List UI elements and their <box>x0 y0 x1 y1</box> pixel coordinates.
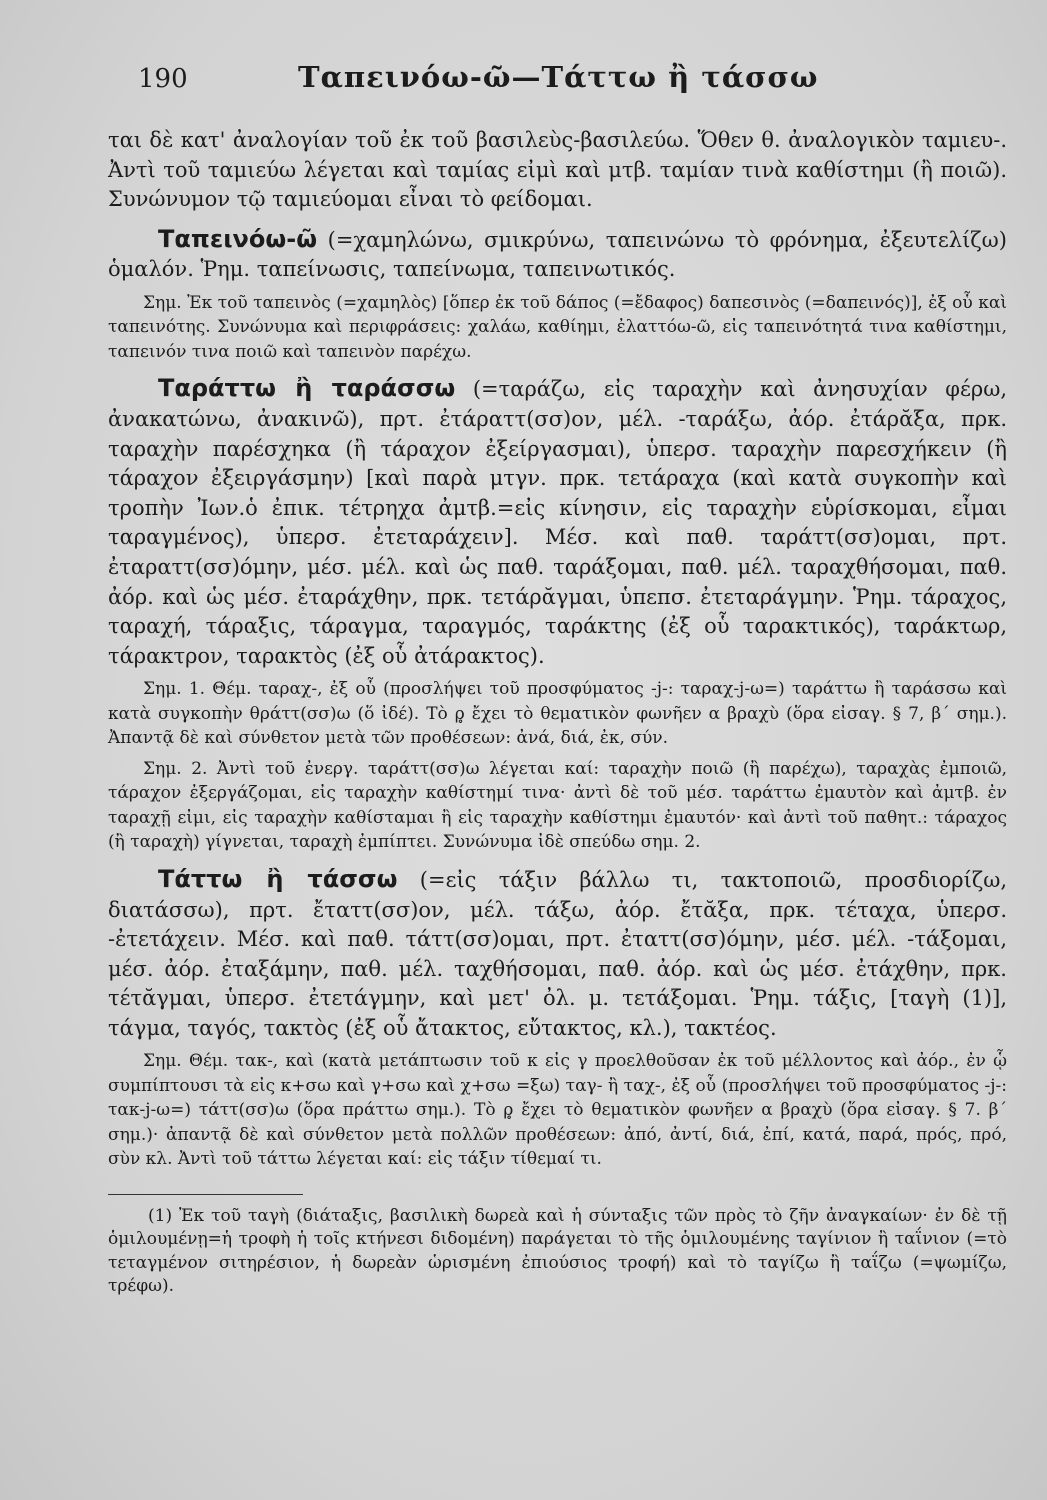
entry-definition: (=χαμηλώνω, σμικρύνω, ταπεινώνω τὸ φρόνημα, ἐξευτελίζω) ὁμαλόν. Ῥημ. ταπείνωσις, ταπείνωμα, ταπεινωτικός. <box>108 227 1007 282</box>
note-text: Ἐκ τοῦ ταπεινὸς (=χαμηλὸς) [ὅπερ ἐκ τοῦ δάπος (=ἔδαφος) δαπεσινὸς (=δαπεινός)], ἐξ οὗ καὶ ταπεινότης. Συνώνυμα καὶ περιφράσεις: χαλάω, καθίημι, ἐλαττόω-ῶ, εἰς ταπεινότητά τινα καθίστημι, ταπεινόν τινα ποιῶ καὶ ταπεινὸν παρέχω. <box>108 292 1007 362</box>
entry-taratto <box>108 374 1007 854</box>
note-label: Σημ. <box>143 758 182 779</box>
entry-paragraph <box>108 225 1007 285</box>
entry-note <box>108 757 1007 855</box>
footnote-divider <box>108 1194 303 1195</box>
entry-lemma: Ταπεινόω-ῶ <box>158 224 318 253</box>
note-text: 1. Θέμ. ταραχ-, ἐξ οὗ (προσλήψει τοῦ προσφύματος -j-: ταραχ-j-ω=) ταράττω ἢ ταράσσω καὶ κατὰ συγκοπὴν θράττ(σσ)ω (ὅ ἰδέ). Τὸ ρ̥ ἔχει τὸ θεματικὸν φωνῆεν α βραχὺ (ὅρα εἰσαγ. § 7, β΄ σημ.). Ἀπαντᾷ δὲ καὶ σύνθετον μετὰ τῶν προθέσεων: ἀνά, διά, ἐκ, σύν. <box>108 679 1007 749</box>
entry-tapeinoo <box>108 225 1007 365</box>
footnote-marker: (1) <box>148 1205 173 1226</box>
running-title: Ταπεινόω-ῶ—Τάττω ἢ τάσσω <box>298 60 819 94</box>
note-text: Θέμ. τακ-, καὶ (κατὰ μετάπτωσιν τοῦ κ εἰς γ προελθοῦσαν ἐκ τοῦ μέλλοντος καὶ ἀόρ., ἐν ᾧ συμπίπτουσι τὰ εἰς κ+σω καὶ γ+σω καὶ χ+σω =ξω) ταγ- ἢ ταχ-, ἐξ οὗ (προσλήψει τοῦ προσφύματος -j-: τακ-j-ω=) τάττ(σσ)ω (ὅρα πράττω σημ.). Τὸ ρ̥ ἔχει τὸ θεματικὸν φωνῆεν α βραχὺ (ὅρα εἰσαγ. § 7. β΄ σημ.)· ἀπαντᾷ δὲ καὶ σύνθετον μετὰ πολλῶν προθέσεων: ἀπό, ἀντί, διά, ἐπί, κατά, παρά, πρός, πρό, σὺν κλ. Ἀντὶ τοῦ τάττω λέγεται καί: εἰς τάξιν τίθεμαί τι. <box>108 1051 1007 1170</box>
note-label: Σημ. <box>143 679 182 700</box>
entry-lemma: Ταράττω ἢ ταράσσω <box>158 374 456 403</box>
entry-tatto <box>108 865 1007 1172</box>
entry-definition: (=ταράζω, εἰς ταραχὴν καὶ ἀνησυχίαν φέρω, ἀνακατώνω, ἀνακινῶ), πρτ. ἐτάραττ(σσ)ον, μέλ. -ταράξω, ἀόρ. ἐτάρᾰξα, πρκ. ταραχὴν παρέσχηκα (ἢ τάραχον ἐξείργασμαι), ὑπερσ. ταραχὴν παρεσχήκειν (ἢ τάραχον ἐξειργάσμην) [καὶ παρὰ μτγν. πρκ. τετάραχα (καὶ κατὰ συγκοπὴν καὶ τροπὴν Ἰων.ὁ ἐπικ. τέτρηχα ἀμτβ.=εἰς κίνησιν, εἰς ταραχὴν εὑρίσκομαι, εἶμαι ταραγμένος), ὑπερσ. ἐτεταράχειν]. Μέσ. καὶ παθ. ταράττ(σσ)ομαι, πρτ. ἐταραττ(σσ)όμην, μέσ. μέλ. καὶ ὡς παθ. ταράξομαι, παθ. μέλ. ταραχθήσομαι, παθ. ἀόρ. καὶ ὡς μέσ. ἐταράχθην, πρκ. τετάρᾰγμαι, ὑπεπσ. ἐτεταράγμην. Ῥημ. τάραχος, ταραχή, τάραξις, τάραγμα, ταραγμός, ταράκτης (ἐξ οὗ ταρακτικός), ταράκτωρ, τάρακτρον, ταρακτὸς (ἐξ οὗ ἀτάρακτος). <box>108 377 1007 668</box>
page-header <box>108 60 1007 118</box>
footnote-text: Ἐκ τοῦ ταγὴ (διάταξις, βασιλικὴ δωρεὰ καὶ ἡ σύνταξις τῶν πρὸς τὸ ζῆν ἀναγκαίων· ἐν δὲ τῇ ὁμιλουμένῃ=ἡ τροφὴ ἡ τοῖς κτήνεσι διδομένη) παράγεται τὸ τῆς ὁμιλουμένης ταγίνιον ἢ ταΐνιον (=τὸ τεταγμένον σιτηρέσιον, ἡ δωρεὰν ὡρισμένη ἐπιούσιος τροφή) καὶ τὸ ταγίζω ἢ ταΐζω (=ψωμίζω, τρέφω). <box>108 1205 1007 1297</box>
page-number: 190 <box>138 64 188 94</box>
entry-note <box>108 291 1007 365</box>
entry-definition: (=εἰς τάξιν βάλλω τι, τακτοποιῶ, προσδιορίζω, διατάσσω), πρτ. ἔταττ(σσ)ον, μέλ. τάξω, ἀόρ. ἔτᾰξα, πρκ. τέταχα, ὑπερσ. -ἐτετάχειν. Μέσ. καὶ παθ. τάττ(σσ)ομαι, πρτ. ἐταττ(σσ)όμην, μέσ. μέλ. -τάξομαι, μέσ. ἀόρ. ἐταξάμην, παθ. μέλ. ταχθήσομαι, παθ. ἀόρ. καὶ ὡς μέσ. ἐτάχθην, πρκ. τέτᾰγμαι, ὑπερσ. ἐτετάγμην, καὶ μετ' ὀλ. μ. τετάξομαι. Ῥημ. τάξις, [ταγὴ (1)], τάγμα, ταγός, τακτὸς (ἐξ οὗ ἄτακτος, εὔτακτος, κλ.), τακτέος. <box>108 867 1007 1040</box>
note-label: Σημ. <box>143 1051 182 1072</box>
entry-paragraph <box>108 374 1007 671</box>
entry-note <box>108 1049 1007 1172</box>
entry-paragraph <box>108 865 1007 1044</box>
intro-paragraph: ται δὲ κατ' ἀναλογίαν τοῦ ἐκ τοῦ βασιλεὺς-βασιλεύω. Ὅθεν θ. ἀναλογικὸν ταμιευ-. Ἀντὶ τοῦ ταμιεύω λέγεται καὶ ταμίας εἰμὶ καὶ μτβ. ταμίαν τινὰ καθίστημι (ἢ ποιῶ). Συνώνυμον τῷ ταμιεύομαι εἶναι τὸ φείδομαι. <box>108 128 1007 212</box>
page-content <box>108 126 1007 1299</box>
entry-note <box>108 677 1007 751</box>
entry-lemma: Τάττω ἢ τάσσω <box>158 864 398 893</box>
note-text: 2. Ἀντὶ τοῦ ἐνεργ. ταράττ(σσ)ω λέγεται καί: ταραχὴν ποιῶ (ἢ παρέχω), ταραχὰς ἐμποιῶ, τάραχον ἐξεργάζομαι, εἰς ταραχὴν καθίστημί τινα· ἀντὶ δὲ τοῦ μέσ. ταράττω ἐμαυτὸν καὶ ἀμτβ. ἐν ταραχῇ εἰμι, εἰς ταραχὴν καθίσταμαι ἢ εἰς ταραχὴν καθίστημι ἐμαυτόν· καὶ ἀντὶ τοῦ παθητ.: τάραχος (ἢ ταραχὴ) γίγνεται, ταραχὴ ἐμπίπτει. Συνώνυμα ἰδὲ σπεύδω σημ. 2. <box>108 758 1007 853</box>
footnote <box>108 1205 1007 1299</box>
note-label: Σημ. <box>143 292 182 313</box>
